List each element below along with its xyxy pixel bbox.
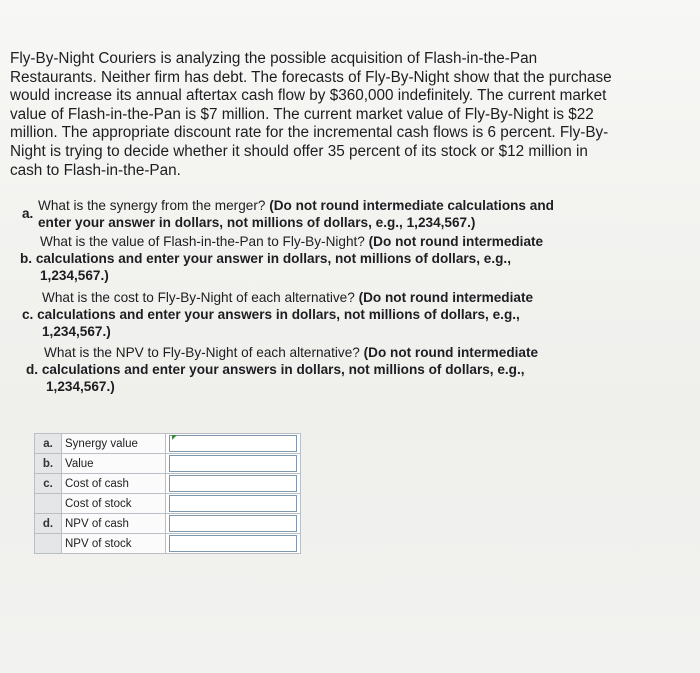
intro-line: Restaurants. Neither firm has debt. The forecasts of Fly-By-Night show that the purchase (10, 68, 612, 86)
intro-line: million. The appropriate discount rate for the incremental cash flows is 6 percent. Fly-By- (10, 124, 609, 142)
row-label: Cost of stock (62, 494, 166, 514)
problem-statement (10, 50, 682, 180)
question-b-line2: b. calculations and enter your answer in dollars, not millions of dollars, e.g., (20, 251, 511, 266)
row-letter (35, 534, 62, 554)
table-row (35, 474, 301, 494)
value-input[interactable] (169, 455, 297, 472)
cost-of-stock-input[interactable] (169, 495, 297, 512)
question-a-line1 (38, 197, 554, 214)
question-b-instruction: (Do not round intermediate (368, 234, 544, 249)
row-letter: a. (35, 434, 62, 454)
question-a-instruction: (Do not round intermediate calculations and (269, 198, 554, 213)
row-label: Synergy value (62, 434, 166, 454)
question-a-text: What is the synergy from the merger? (38, 198, 270, 213)
question-d-line3: 1,234,567.) (46, 379, 115, 394)
answer-table (34, 433, 301, 554)
table-row (35, 434, 301, 454)
intro-line: Fly-By-Night Couriers is analyzing the possible acquisition of Flash-in-the-Pan (10, 50, 538, 67)
row-letter: c. (35, 474, 62, 494)
table-row (35, 514, 301, 534)
question-b-text: What is the value of Flash-in-the-Pan to Fly-By-Night? (40, 234, 369, 249)
question-c-line3: 1,234,567.) (42, 324, 111, 339)
row-letter (35, 494, 62, 514)
intro-line: would increase its annual aftertax cash flow by $360,000 indefinitely. The current market (10, 87, 607, 105)
row-letter: b. (35, 454, 62, 474)
npv-of-stock-cell (166, 534, 301, 554)
question-c-line1 (42, 289, 533, 306)
npv-of-cash-input[interactable] (169, 515, 297, 532)
table-row (35, 494, 301, 514)
table-row (35, 454, 301, 474)
question-a-line2: enter your answer in dollars, not millions of dollars, e.g., 1,234,567.) (38, 215, 476, 230)
row-label: NPV of cash (62, 514, 166, 534)
question-c-line2: c. calculations and enter your answers in dollars, not millions of dollars, e.g., (22, 307, 520, 322)
row-label: Cost of cash (62, 474, 166, 494)
question-d-text: What is the NPV to Fly-By-Night of each alternative? (44, 345, 364, 360)
question-d-line1 (44, 344, 538, 361)
synergy-value-cell (166, 434, 301, 454)
row-label: NPV of stock (62, 534, 166, 554)
intro-line: cash to Flash-in-the-Pan. (10, 161, 181, 179)
cost-of-cash-input[interactable] (169, 475, 297, 492)
question-c-instruction: (Do not round intermediate (358, 290, 534, 305)
question-d-instruction: (Do not round intermediate (363, 345, 539, 360)
question-a-letter: a. (22, 206, 34, 221)
npv-of-cash-cell (166, 514, 301, 534)
table-row (35, 534, 301, 554)
question-b-line1 (40, 233, 543, 250)
intro-line: value of Flash-in-the-Pan is $7 million. The current market value of Fly-By-Night is $22 (10, 105, 594, 123)
question-b-line3: 1,234,567.) (40, 268, 109, 283)
row-letter: d. (35, 514, 62, 534)
question-d-line2: d. calculations and enter your answers in dollars, not millions of dollars, e.g., (26, 362, 525, 377)
value-cell (166, 454, 301, 474)
question-c-text: What is the cost to Fly-By-Night of each alternative? (42, 290, 359, 305)
cost-of-stock-cell (166, 494, 301, 514)
synergy-value-input[interactable] (169, 435, 297, 452)
npv-of-stock-input[interactable] (169, 535, 297, 552)
intro-line: Night is trying to decide whether it should offer 35 percent of its stock or $12 million in (10, 142, 588, 160)
flag-icon (172, 435, 177, 440)
cost-of-cash-cell (166, 474, 301, 494)
row-label: Value (62, 454, 166, 474)
